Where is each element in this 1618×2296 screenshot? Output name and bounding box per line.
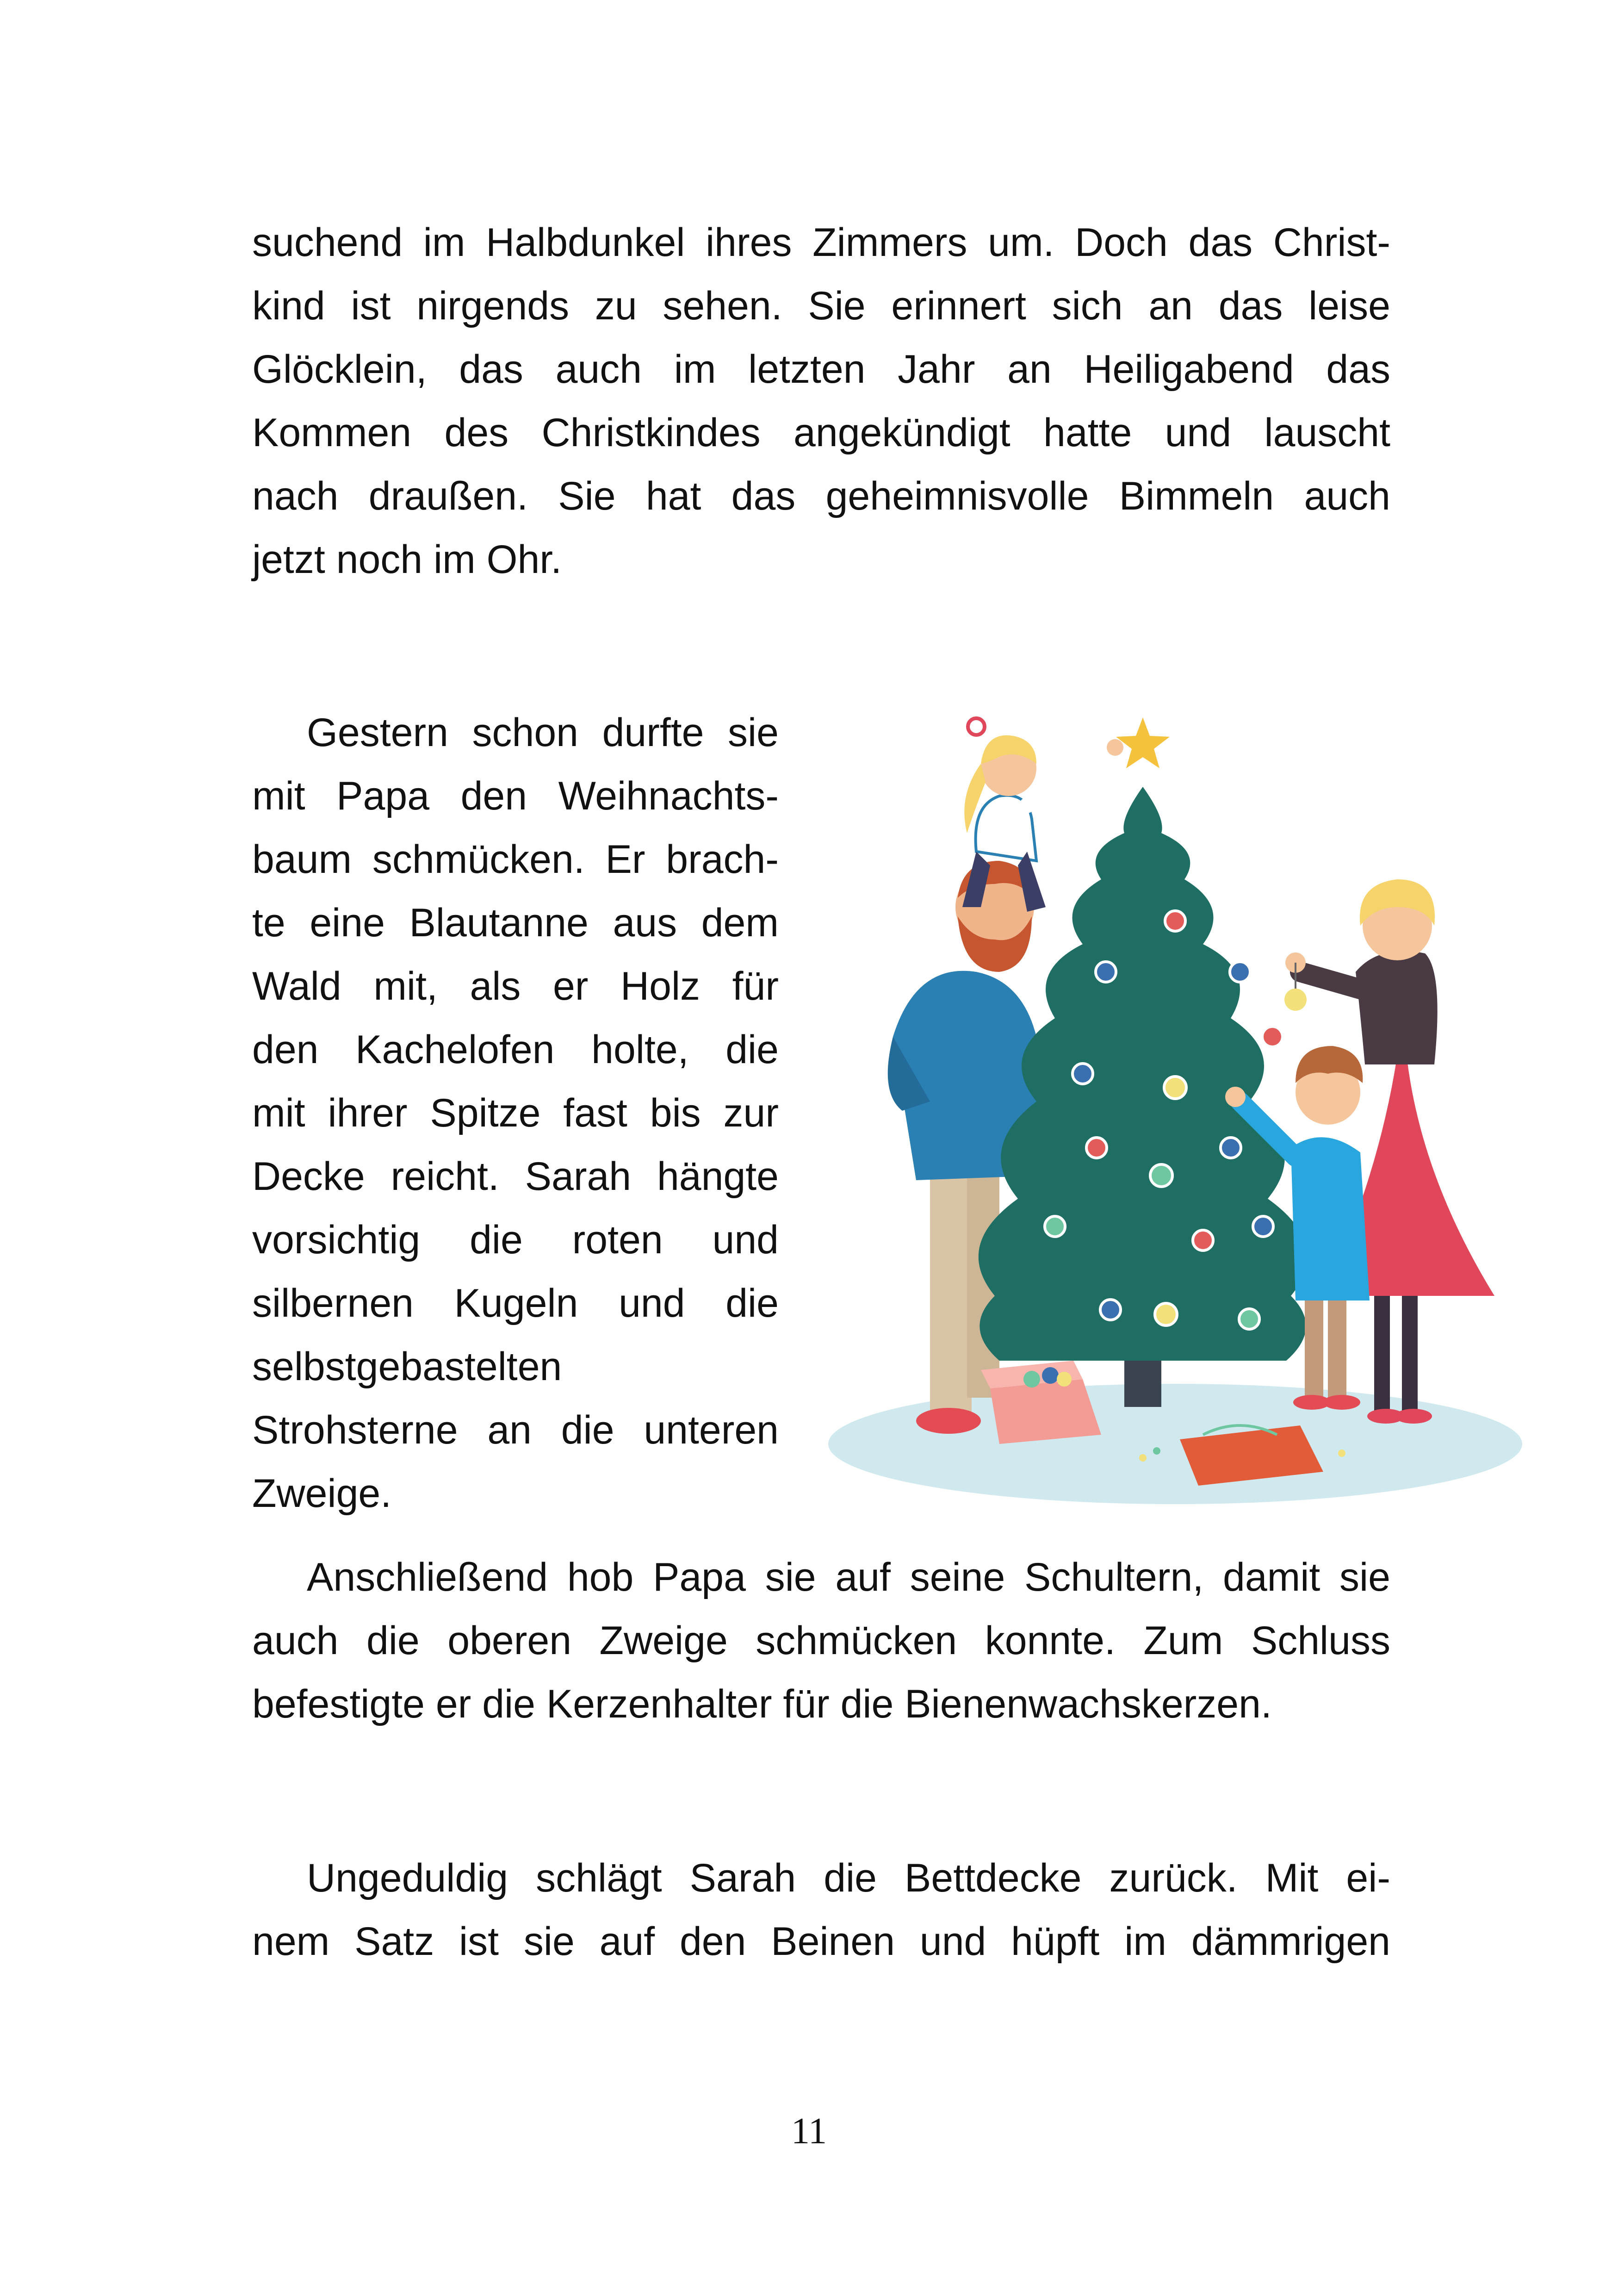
text-line: vorsichtig die roten und xyxy=(252,1218,779,1262)
text-line: mit ihrer Spitze fast bis zur xyxy=(252,1091,779,1135)
text-line: baum schmücken. Er brach- xyxy=(252,837,779,882)
text-line: selbstgebastelten xyxy=(252,1344,562,1389)
text-line: suchend im Halbdunkel ihres Zimmers um. Doch das Christ- xyxy=(252,220,1390,265)
text-line: den Kachelofen holte, die xyxy=(252,1027,779,1072)
gift-box xyxy=(981,1361,1101,1444)
family-decorating-christmas-tree-illustration xyxy=(824,713,1545,1518)
paragraph-3 xyxy=(252,1546,1390,1736)
text-line: Glöcklein, das auch im letzten Jahr an Heiligabend das xyxy=(252,347,1390,392)
text-line: te eine Blautanne aus dem xyxy=(252,901,779,945)
star-icon xyxy=(1116,717,1170,768)
text-line: Gestern schon durfte sie xyxy=(307,710,779,755)
text-line: kind ist nirgends zu sehen. Sie erinnert sich an das leise xyxy=(252,284,1390,328)
page-number: 11 xyxy=(791,2111,827,2152)
text-line: nem Satz ist sie auf den Beinen und hüpft im dämmrigen xyxy=(252,1919,1390,1964)
text-line: jetzt noch im Ohr. xyxy=(252,537,562,582)
text-line: Wald mit, als er Holz für xyxy=(252,964,779,1008)
paragraph-1 xyxy=(252,211,1390,591)
text-line: Kommen des Christkindes angekündigt hatte und lauscht xyxy=(252,411,1390,455)
text-line: auch die oberen Zweige schmücken konnte. Zum Schluss xyxy=(252,1618,1390,1663)
text-line: silbernen Kugeln und die xyxy=(252,1281,779,1325)
text-line: Strohsterne an die unteren xyxy=(252,1408,779,1452)
text-line: nach draußen. Sie hat das geheimnisvolle Bimmeln auch xyxy=(252,474,1390,518)
text-line: Decke reicht. Sarah hängte xyxy=(252,1154,779,1199)
text-line: mit Papa den Weihnachts- xyxy=(252,774,779,818)
text-line: befestigte er die Kerzenhalter für die Bienenwachskerzen. xyxy=(252,1682,1272,1726)
paragraph-4 xyxy=(252,1847,1390,1973)
text-line: Ungeduldig schlägt Sarah die Bettdecke zurück. Mit ei- xyxy=(307,1856,1390,1900)
text-line: Zweige. xyxy=(252,1471,392,1516)
text-line: Anschließend hob Papa sie auf seine Schultern, damit sie xyxy=(307,1555,1390,1599)
paragraph-2 xyxy=(252,701,779,1525)
